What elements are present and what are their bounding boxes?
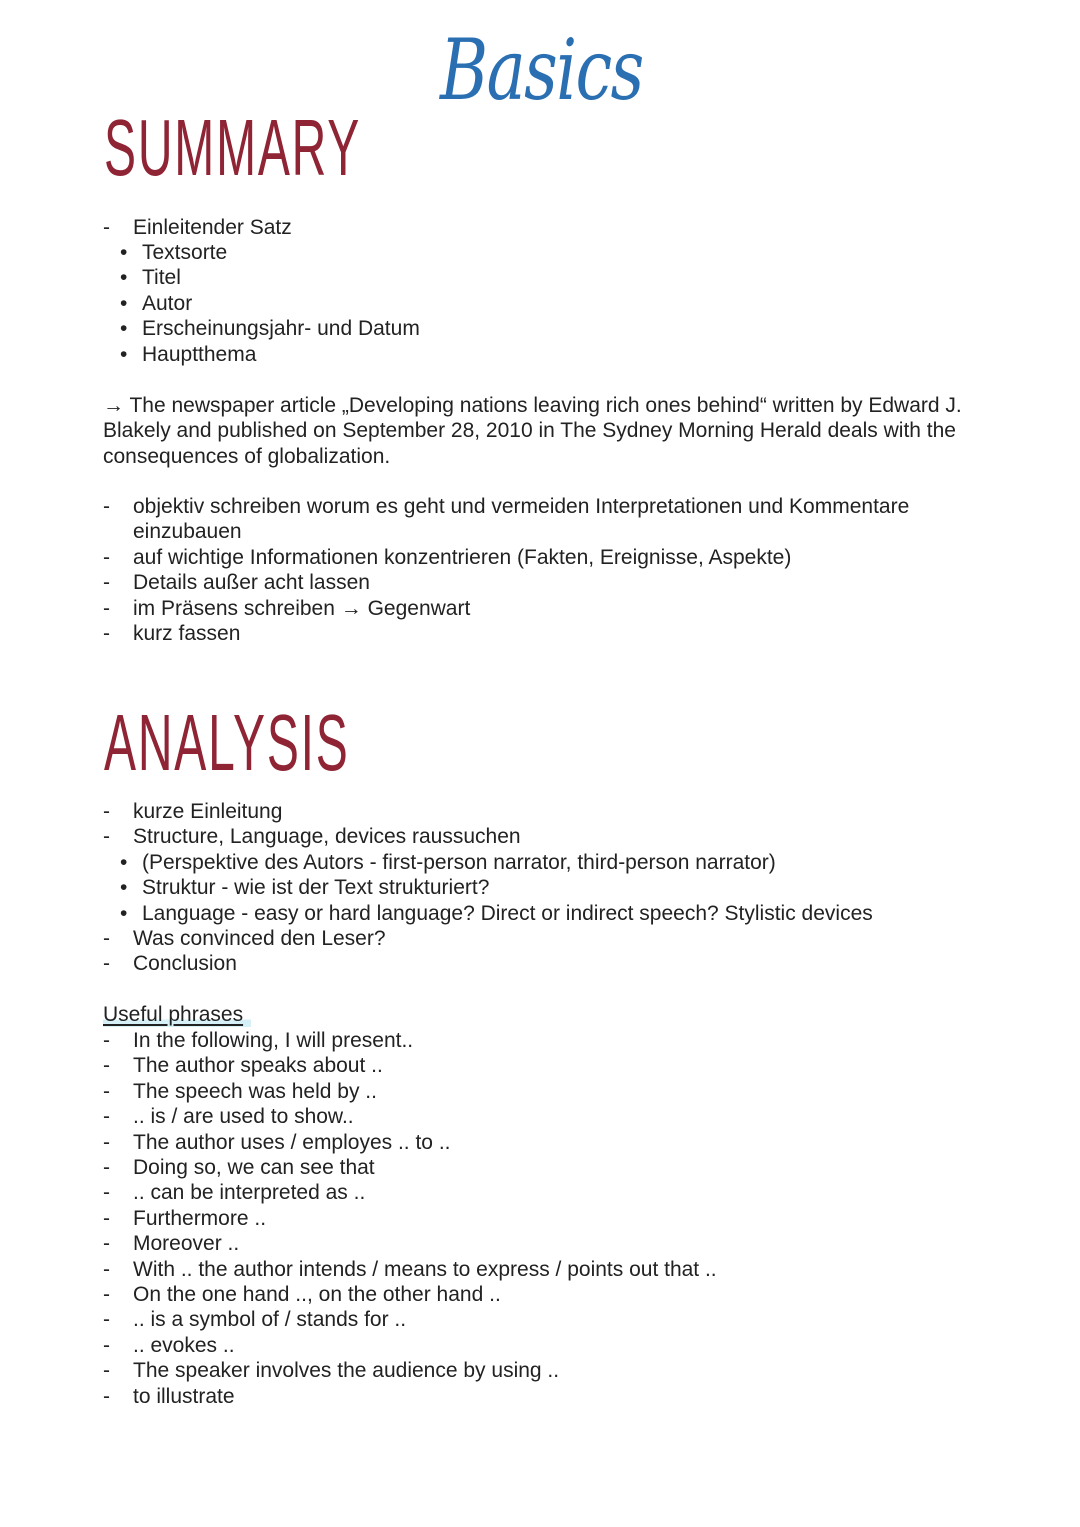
summary-example: → The newspaper article „Developing nations leaving rich ones behind“ written by Edward J. Blakely and published on September 28, 2010 in The Sydney Morning Herald deals with the consequences of globalization.	[103, 394, 962, 468]
list-item: • Struktur - wie ist der Text strukturiert?	[142, 875, 873, 900]
list-item: - Details außer acht lassen	[133, 570, 953, 595]
list-item: - The author speaks about ..	[133, 1053, 973, 1078]
list-item: • Erscheinungsjahr- und Datum	[142, 316, 420, 341]
list-item: - Conclusion	[133, 951, 973, 976]
list-item: - .. is a symbol of / stands for ..	[133, 1307, 973, 1332]
list-item: - Was convinced den Leser?	[133, 926, 973, 951]
list-item: • (Perspektive des Autors - first-person narrator, third-person narrator)	[142, 850, 873, 875]
list-item: - objektiv schreiben worum es geht und vermeiden Interpretationen und Kommentare einzubauen	[133, 494, 953, 545]
list-item: - The speaker involves the audience by using ..	[133, 1358, 973, 1383]
list-item: - With .. the author intends / means to express / points out that ..	[133, 1257, 973, 1282]
useful-phrases-heading: Useful phrases	[103, 1002, 251, 1027]
list-item: - Moreover ..	[133, 1231, 973, 1256]
list-item: • Autor	[142, 291, 420, 316]
list-item: - .. can be interpreted as ..	[133, 1180, 973, 1205]
list-item: - Einleitender Satz	[133, 215, 973, 240]
list-item: - Doing so, we can see that	[133, 1155, 973, 1180]
analysis-steps-top	[133, 799, 973, 850]
list-item: - Structure, Language, devices raussuchen	[133, 824, 973, 849]
summary-rules-list	[133, 494, 953, 646]
list-item: • Language - easy or hard language? Direct or indirect speech? Stylistic devices	[142, 901, 873, 926]
list-item: - The speech was held by ..	[133, 1079, 973, 1104]
list-item: - kurz fassen	[133, 621, 953, 646]
analysis-heading: ANALYSIS	[104, 698, 350, 787]
list-item: - kurze Einleitung	[133, 799, 973, 824]
analysis-step-bullets	[142, 850, 873, 926]
list-item: - auf wichtige Informationen konzentrieren (Fakten, Ereignisse, Aspekte)	[133, 545, 953, 570]
list-item: - .. is / are used to show..	[133, 1104, 973, 1129]
list-item: - Furthermore ..	[133, 1206, 973, 1231]
list-item: - In the following, I will present..	[133, 1028, 973, 1053]
useful-phrases-list	[133, 1028, 973, 1409]
list-item: • Textsorte	[142, 240, 420, 265]
summary-intro-list	[133, 215, 973, 240]
summary-heading: SUMMARY	[104, 103, 362, 192]
list-item: - im Präsens schreiben → Gegenwart	[133, 596, 953, 621]
analysis-steps-bottom	[133, 926, 973, 977]
page-title: Basics	[440, 21, 643, 119]
list-item: - to illustrate	[133, 1384, 973, 1409]
list-item: - .. evokes ..	[133, 1333, 973, 1358]
list-item: • Hauptthema	[142, 342, 420, 367]
summary-intro-bullets	[142, 240, 420, 367]
list-item: - On the one hand .., on the other hand ..	[133, 1282, 973, 1307]
list-item: - The author uses / employes .. to ..	[133, 1130, 973, 1155]
list-item: • Titel	[142, 265, 420, 290]
